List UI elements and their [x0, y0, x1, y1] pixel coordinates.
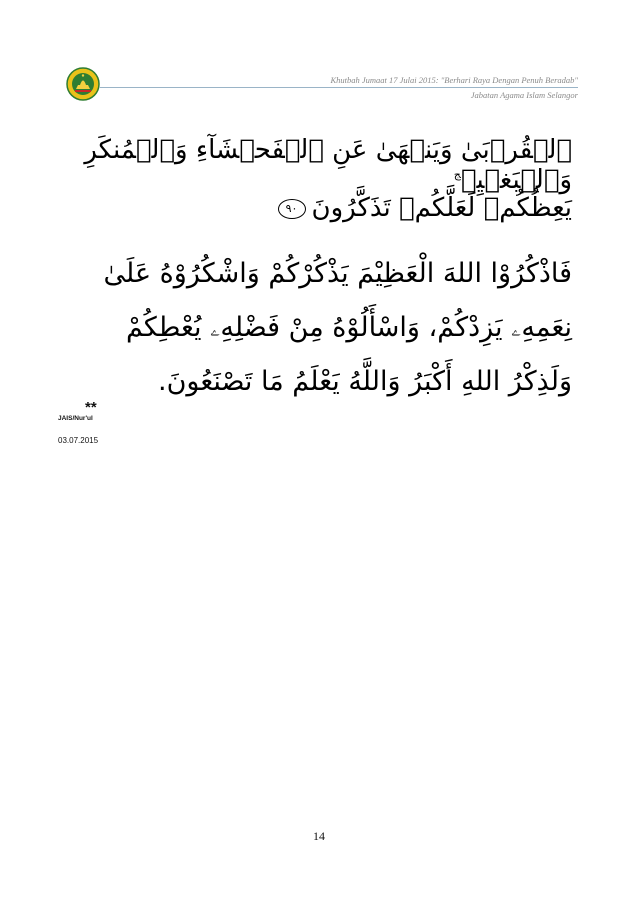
end-stars: ** — [85, 399, 97, 416]
quran-text-1: ٱلۡقُرۡبَىٰ وَيَنۡهَىٰ عَنِ ٱلۡفَحۡشَآءِ وَٱلۡمُنكَرِ وَٱلۡبَغۡيِۚ — [84, 135, 572, 195]
dua-line-1: فَاذْكُرُوْا اللهَ الْعَظِيْمَ يَذْكُرْكُمْ وَاشْكُرُوْهُ عَلَىٰ — [103, 258, 572, 289]
page-header — [330, 74, 578, 86]
quran-verse-line-1 — [70, 135, 572, 195]
header-org: Jabatan Agama Islam Selangor — [470, 90, 578, 100]
author-credit: JAIS/Nur'ul — [58, 415, 93, 422]
jais-emblem-icon — [66, 67, 100, 101]
document-date: 03.07.2015 — [58, 436, 99, 445]
header-rule — [100, 87, 578, 88]
quran-text-2: يَعِظُكُمۡ لَعَلَّكُمۡ تَذَكَّرُونَ — [311, 193, 572, 223]
page-number: 14 — [313, 829, 325, 843]
quran-verse-line-2 — [70, 193, 572, 223]
waqf-mark: ج — [453, 168, 461, 182]
ayah-number-marker: ٩٠ — [278, 199, 306, 219]
dua-line-2: نِعَمِهِۦ يَزِدْكُمْ، وَاسْأَلُوْهُ مِنْ فَضْلِهِۦ يُعْطِكُمْ — [125, 312, 572, 343]
dua-line-3: وَلَذِكْرُ اللهِ أَكْبَرُ وَاللَّهُ يَعْلَمُ مَا تَصْنَعُونَ. — [157, 366, 572, 397]
header-title: Khutbah Jumaat 17 Julai 2015: "Berhari Raya Dengan Penuh Beradab" — [330, 75, 578, 85]
